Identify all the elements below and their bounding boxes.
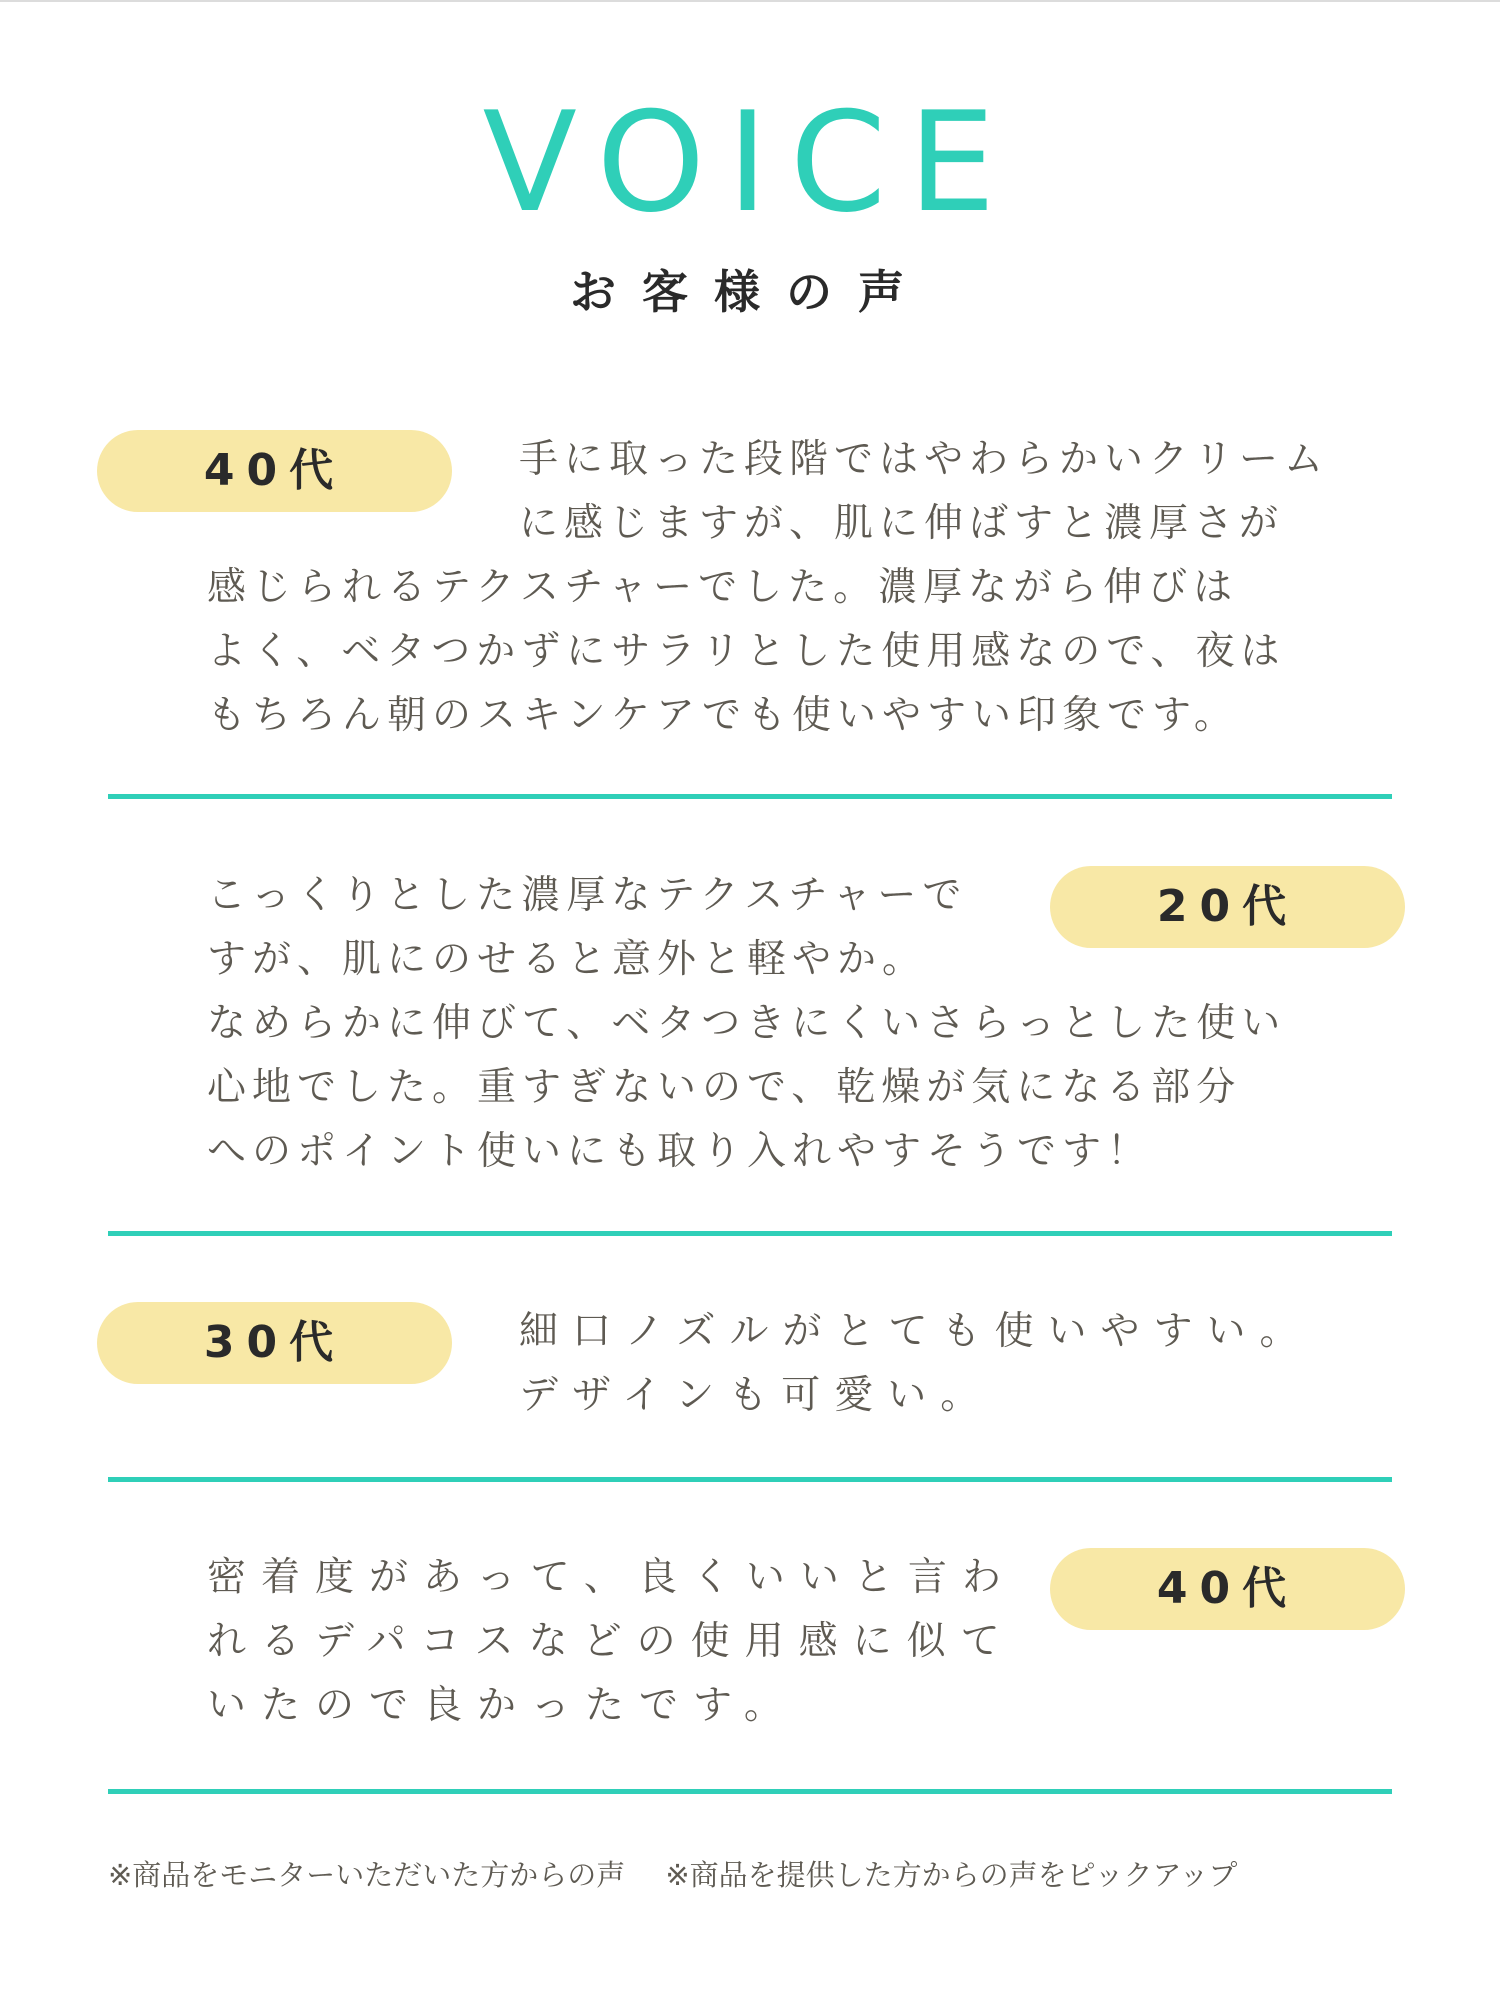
review-line: すが、肌にのせると意外と軽やか。 <box>207 937 928 982</box>
review-line: へのポイント使いにも取り入れやすそうです！ <box>207 1129 1153 1174</box>
review-line: なめらかに伸びて、ベタつきにくいさらっとした使い <box>207 1001 1287 1046</box>
review-line: 心地でした。重すぎないので、乾燥が気になる部分 <box>207 1065 1242 1110</box>
review-line: 手に取った段階ではやわらかいクリーム <box>519 437 1330 482</box>
review-text <box>207 428 1329 748</box>
review-line: デザインも可愛い。 <box>519 1373 994 1418</box>
review-line: こっくりとした濃厚なテクスチャーで <box>207 873 968 918</box>
review-line: よく、ベタつかずにサラリとした使用感なので、夜は <box>207 629 1286 674</box>
page-subtitle: お客様の声 <box>570 265 930 319</box>
divider <box>108 1477 1392 1482</box>
page-title: VOICE <box>482 82 1018 243</box>
review-line: いたので良かったです。 <box>207 1683 798 1728</box>
divider <box>108 794 1392 799</box>
footnotes <box>108 1850 1408 1900</box>
review-text <box>207 864 1286 1184</box>
review-text <box>519 1300 1312 1428</box>
review-line: もちろん朝のスキンケアでも使いやすい印象です。 <box>207 693 1239 738</box>
age-badge: 30代 <box>97 1302 452 1384</box>
review-line: 密着度があって、良くいいと言わ <box>207 1555 1016 1600</box>
divider <box>108 1231 1392 1236</box>
review-line: 細口ノズルがとても使いやすい。 <box>519 1309 1313 1354</box>
footnote-provided: ※商品を提供した方からの声をピックアップ <box>665 1858 1238 1892</box>
divider <box>108 1789 1392 1794</box>
top-border <box>0 0 1500 2</box>
review-line: れるデパコスなどの使用感に似て <box>207 1619 1015 1664</box>
age-badge: 20代 <box>1050 866 1405 948</box>
review-line: に感じますが、肌に伸ばすと濃厚さが <box>519 501 1285 546</box>
review-line: 感じられるテクスチャーでした。濃厚ながら伸びは <box>207 565 1239 610</box>
age-badge: 40代 <box>1050 1548 1405 1630</box>
review-text <box>207 1546 1016 1738</box>
footnote-monitor: ※商品をモニターいただいた方からの声 <box>108 1858 626 1892</box>
age-badge: 40代 <box>97 430 452 512</box>
